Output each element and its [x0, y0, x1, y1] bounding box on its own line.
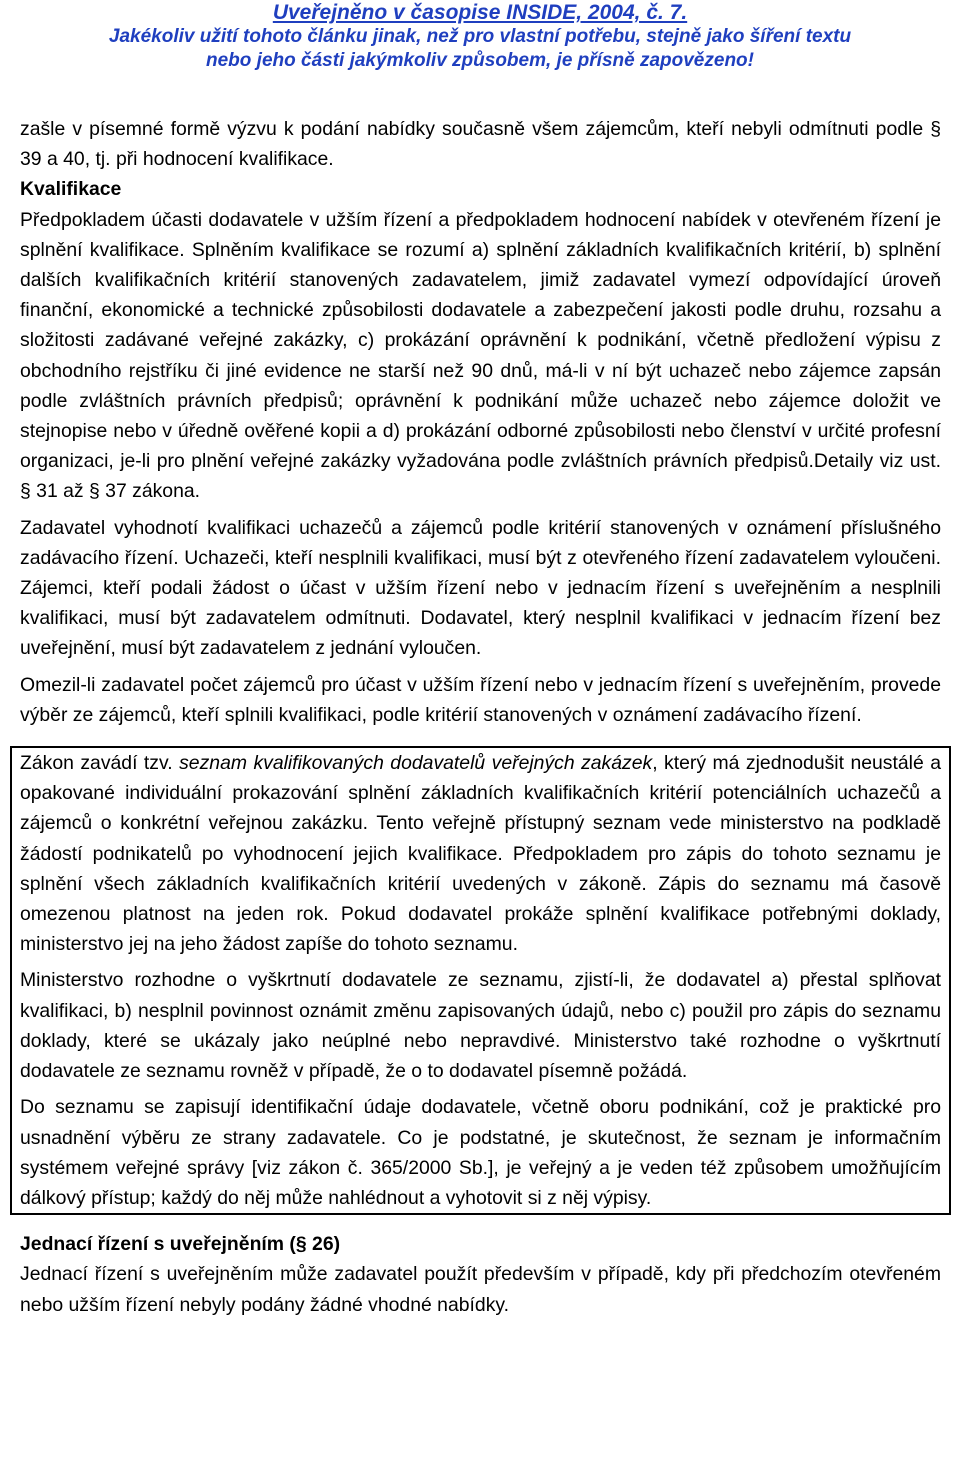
box-paragraph-2: Ministerstvo rozhodne o vyškrtnutí dodavatele ze seznamu, zjistí-li, že dodavatel a) přestal splňovat kvalifikaci, b) nesplnil povinnost oznámit změnu zapisovaných údajů, nebo c) použil pro zápis do seznamu doklady, které se ukázaly jako neúplné nebo nepravdivé. Ministerstvo také rozhodne o vyškrtnutí dodavatele ze seznamu rovněž v případě, že o to dodavatel písemně požádá.	[20, 969, 941, 1083]
usage-warning-line-1: Jakékoliv užití tohoto článku jinak, než pro vlastní potřebu, stejně jako šíření textu	[108, 26, 852, 47]
box-p1-text-end: , který má zjednodušit neustálé a opakované individuální prokazování splnění základních kvalifikačních kritérií potenciálních uchazečů a zájemců o konkrétní veřejnou zakázku. Tento veřejně přístupný seznam vede ministerstvo na podkladě žádostí podnikatelů po vyhodnocení jejich kvalifikace. Předpokladem pro zápis do tohoto seznamu je splnění všech základních kvalifikačních kritérií uvedených v zákoně. Zápis do seznamu má časově omezenou platnost na jeden rok. Pokud dodavatel prokáže splnění kvalifikace potřebnými doklady, ministerstvo jej na jeho žádost zapíše do tohoto seznamu.	[20, 752, 941, 956]
publication-note: Uveřejněno v časopise INSIDE, 2004, č. 7.	[272, 1, 688, 24]
usage-warning-line-2: nebo jeho části jakýmkoliv způsobem, je přísně zapovězeno!	[206, 50, 754, 71]
section-heading-negotiated: Jednací řízení s uveřejněním (§ 26)	[20, 1233, 341, 1256]
box-p1-text-start: Zákon zavádí tzv.	[20, 752, 180, 775]
boxed-section-qualified-list	[10, 746, 951, 1215]
paragraph-negotiated: Jednací řízení s uveřejněním může zadavatel použít především v případě, kdy při předchozím otevřeném nebo užším řízení nebyly podány žádné vhodné nabídky.	[20, 1263, 941, 1316]
box-p1-italic-term: seznam kvalifikovaných dodavatelů veřejných zakázek	[179, 752, 653, 775]
paragraph-limit: Omezil-li zadavatel počet zájemců pro účast v užším řízení nebo v jednacím řízení s uveřejněním, provede výběr ze zájemců, kteří splnili kvalifikaci, podle kritérií stanovených v oznámení zadávacího řízení.	[20, 673, 941, 726]
paragraph-intro: zašle v písemné formě výzvu k podání nabídky současně všem zájemcům, kteří nebyli odmítnuti podle § 39 a 40, tj. při hodnocení kvalifikace.	[20, 118, 941, 171]
paragraph-evaluation: Zadavatel vyhodnotí kvalifikaci uchazečů a zájemců podle kritérií stanovených v oznámení příslušného zadávacího řízení. Uchazeči, kteří nesplnili kvalifikaci, musí být z otevřeného řízení zadavatelem vyloučeni. Zájemci, kteří podali žádost o účast v užším řízení nebo v jednacím řízení s uveřejněním a nesplnili kvalifikaci, musí být zadavatelem odmítnuti. Dodavatel, který nesplnil kvalifikaci v jednacím řízení bez uveřejnění, musí být zadavatelem z jednání vyloučen.	[20, 516, 941, 660]
box-paragraph-1	[20, 748, 941, 959]
copyright-header	[0, 0, 960, 73]
section-heading-kvalifikace: Kvalifikace	[20, 178, 122, 201]
article-body	[20, 114, 941, 1320]
box-paragraph-3: Do seznamu se zapisují identifikační údaje dodavatele, včetně oboru podnikání, což je praktické pro usnadnění výběru ze strany zadavatele. Co je podstatné, je skutečnost, že seznam je informačním systémem veřejné správy [viz zákon č. 365/2000 Sb.], je veřejný a je veden též způsobem umožňujícím dálkový přístup; každý do něj může nahlédnout a vyhotovit si z něj výpisy.	[20, 1096, 941, 1209]
paragraph-qualification: Předpokladem účasti dodavatele v užším řízení a předpokladem hodnocení nabídek v otevřeném řízení je splnění kvalifikace. Splněním kvalifikace se rozumí a) splnění základních kvalifikačních kritérií, b) splnění dalších kvalifikačních kritérií stanovených zadavatelem, jimiž zadavatel vymezí odpovídající úroveň finanční, ekonomické a technické způsobilosti dodavatele a zabezpečení jakosti podle druhu, rozsahu a složitosti zadávané veřejné zakázky, c) prokázání oprávnění k podnikání, včetně předložení výpisu z obchodního rejstříku či jiné evidence ne starší než 90 dnů, má-li v ní být uchazeč nebo zájemce zapsán podle zvláštních právních předpisů; oprávnění k podnikání může uchazeč nebo zájemce doložit ve stejnopise nebo v úředně ověřené kopii a d) prokázání odborné způsobilosti nebo členství v určité profesní organizaci, je-li pro plnění veřejné zakázky vyžadována podle zvláštních právních předpisů.Detaily viz ust. § 31 až § 37 zákona.	[20, 208, 941, 503]
